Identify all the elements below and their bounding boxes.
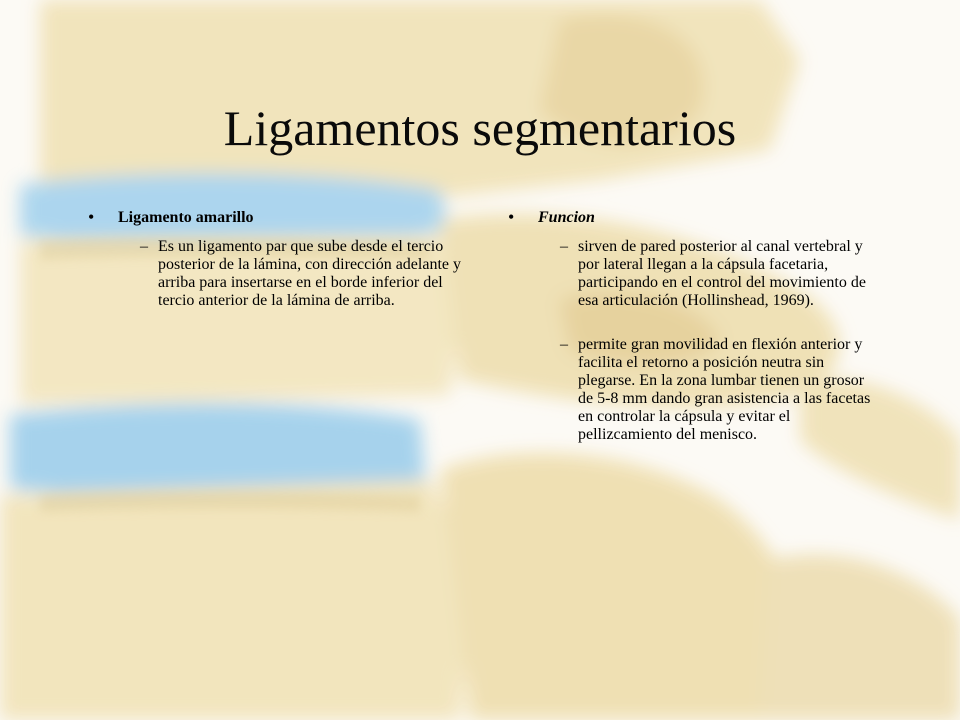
dash-icon: – [560, 336, 568, 353]
slide-title: Ligamentos segmentarios [223, 100, 737, 156]
bullet-dot-icon: • [88, 207, 95, 227]
dash-icon: – [560, 238, 568, 255]
sub-item [508, 238, 883, 310]
left-column [88, 208, 463, 310]
bullet-funcion [508, 208, 883, 228]
sub-item-text: sirven de pared posterior al canal vertebral y por lateral llegan a la cápsula facetaria, participando en el control del movimiento de esa articulación (Hollinshead, 1969). [578, 238, 866, 309]
dash-icon: – [140, 238, 148, 255]
sub-item [88, 238, 463, 310]
sub-item-text: Es un ligamento par que sube desde el tercio posterior de la lámina, con dirección adelante y arriba para insertarse en el borde inferior del tercio anterior de la lámina de arriba. [158, 238, 461, 309]
bullet-dot-icon: • [508, 207, 515, 227]
bullet-heading: Funcion [538, 209, 595, 226]
sub-item-text: permite gran movilidad en flexión anterior y facilita el retorno a posición neutra sin plegarse. En la zona lumbar tienen un grosor de 5-8 mm dando gran asistencia a las facetas en controlar la cápsula y evitar el pellizcamiento del menisco. [578, 336, 871, 443]
bullet-ligamento-amarillo [88, 208, 463, 228]
sub-item [508, 336, 883, 444]
right-column [508, 208, 883, 444]
bullet-heading: Ligamento amarillo [118, 209, 254, 226]
